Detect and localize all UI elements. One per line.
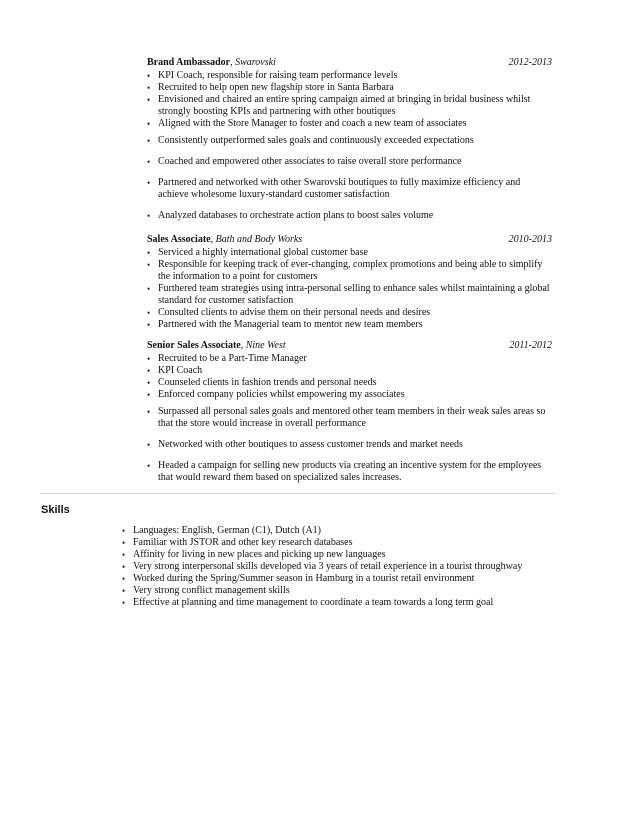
list-item [147,389,552,401]
job-bullet-list [147,247,552,331]
bullet-icon: • [147,320,151,330]
bullet-icon: • [122,598,126,608]
bullet-text: KPI Coach, responsible for raising team performance levels [158,70,398,81]
skills-section [122,525,542,609]
job-header [147,339,552,353]
section-divider [40,493,555,494]
job-dates: 2012-2013 [508,57,552,68]
list-item [147,118,552,130]
bullet-icon: • [147,440,151,450]
bullet-icon: • [147,308,151,318]
bullet-icon: • [147,71,151,81]
list-item [147,156,552,168]
job-title: Sales Associate [147,234,211,245]
bullet-text: Furthered team strategies using intra-personal selling to enhance sales whilst maintaining a global standard for customer satisfaction [158,283,550,306]
list-item [147,377,552,389]
bullet-icon: • [147,378,151,388]
skill-text: Affinity for living in new places and picking up new languages [133,549,386,560]
job-title: Brand Ambassador [147,57,231,68]
skills-list [122,525,542,609]
job-bullet-list [147,70,552,222]
bullet-icon: • [147,284,151,294]
list-item [147,353,552,365]
bullet-text: KPI Coach [158,365,203,376]
list-item [147,439,552,451]
bullet-text: Coached and empowered other associates to raise overall store performance [158,156,462,167]
skills-heading: Skills [41,504,70,516]
bullet-icon: • [122,538,126,548]
job-company: Bath and Body Works [215,234,303,245]
list-item [147,283,552,307]
bullet-icon: • [122,550,126,560]
bullet-text: Surpassed all personal sales goals and mentored other team members in their weak sales areas so that the store would increase in overall performance [158,406,546,429]
bullet-icon: • [147,366,151,376]
bullet-text: Recruited to be a Part-Time Manager [158,353,307,364]
list-item [122,537,542,549]
bullet-icon: • [122,574,126,584]
bullet-icon: • [147,260,151,270]
bullet-text: Counseled clients in fashion trends and personal needs [158,377,377,388]
bullet-text: Recruited to help open new flagship store in Santa Barbara [158,82,394,93]
job-entry [147,339,552,484]
bullet-icon: • [147,136,151,146]
bullet-text: Aligned with the Store Manager to foster and coach a new team of associates [158,118,467,129]
bullet-text: Analyzed databases to orchestrate action plans to boost sales volume [158,210,434,221]
list-item [122,525,542,537]
skill-text: Very strong conflict management skills [133,585,290,596]
bullet-icon: • [147,211,151,221]
job-entry [147,233,552,331]
job-company: Nine West [245,340,286,351]
bullet-icon: • [122,526,126,536]
skill-text: Worked during the Spring/Summer season in Hamburg in a tourist retail environment [133,573,475,584]
list-item [122,549,542,561]
list-item [147,94,552,118]
bullet-text: Headed a campaign for selling new products via creating an incentive system for the employees that would reward them based on specialized sales increases. [158,460,542,483]
skill-text: Languages: English, German (C1), Dutch (A1) [133,525,322,536]
bullet-icon: • [147,390,151,400]
title-separator: , [230,57,236,68]
list-item [147,406,552,430]
bullet-icon: • [147,248,151,258]
title-separator: , [210,234,216,245]
bullet-icon: • [147,95,151,105]
job-entry [147,56,552,222]
job-title: Senior Sales Associate [147,340,241,351]
job-header [147,233,552,247]
bullet-text: Consistently outperformed sales goals and continuously exceeded expectations [158,135,474,146]
list-item [147,177,552,201]
bullet-icon: • [122,586,126,596]
list-item [147,460,552,484]
bullet-text: Consulted clients to advise them on their personal needs and desires [158,307,431,318]
bullet-icon: • [147,157,151,167]
list-item [122,585,542,597]
bullet-icon: • [147,407,151,417]
skill-text: Familiar with JSTOR and other key research databases [133,537,353,548]
list-item [122,561,542,573]
bullet-text: Partnered with the Managerial team to mentor new team members [158,319,423,330]
skill-text: Very strong interpersonal skills developed via 3 years of retail experience in a tourist throughway [133,561,523,572]
job-dates: 2010-2013 [508,234,552,245]
bullet-text: Serviced a highly international global customer base [158,247,368,258]
bullet-icon: • [147,354,151,364]
list-item [147,247,552,259]
bullet-icon: • [147,178,151,188]
list-item [147,82,552,94]
job-dates: 2011-2012 [509,340,552,351]
job-bullet-list [147,353,552,484]
bullet-text: Responsible for keeping track of ever-changing, complex promotions and being able to simplify the information to a point for customers [158,259,543,282]
bullet-text: Partnered and networked with other Swarovski boutiques to fully maximize efficiency and achieve wholesome luxury-standard customer satisfaction [158,177,521,200]
skill-text: Effective at planning and time management to coordinate a team towards a long term goal [133,597,494,608]
job-company: Swarovski [235,57,276,68]
list-item [147,135,552,147]
bullet-text: Networked with other boutiques to assess customer trends and market needs [158,439,463,450]
list-item [147,70,552,82]
list-item [147,365,552,377]
bullet-icon: • [147,83,151,93]
bullet-icon: • [147,119,151,129]
bullet-text: Enforced company policies whilst empowering my associates [158,389,405,400]
list-item [147,210,552,222]
list-item [122,597,542,609]
title-separator: , [240,340,246,351]
list-item [147,259,552,283]
list-item [147,319,552,331]
list-item [122,573,542,585]
job-header [147,56,552,70]
list-item [147,307,552,319]
bullet-text: Envisioned and chaired an entire spring campaign aimed at bringing in bridal business whilst strongly boosting KPIs and partnering with other boutiques [158,94,531,117]
bullet-icon: • [122,562,126,572]
bullet-icon: • [147,461,151,471]
